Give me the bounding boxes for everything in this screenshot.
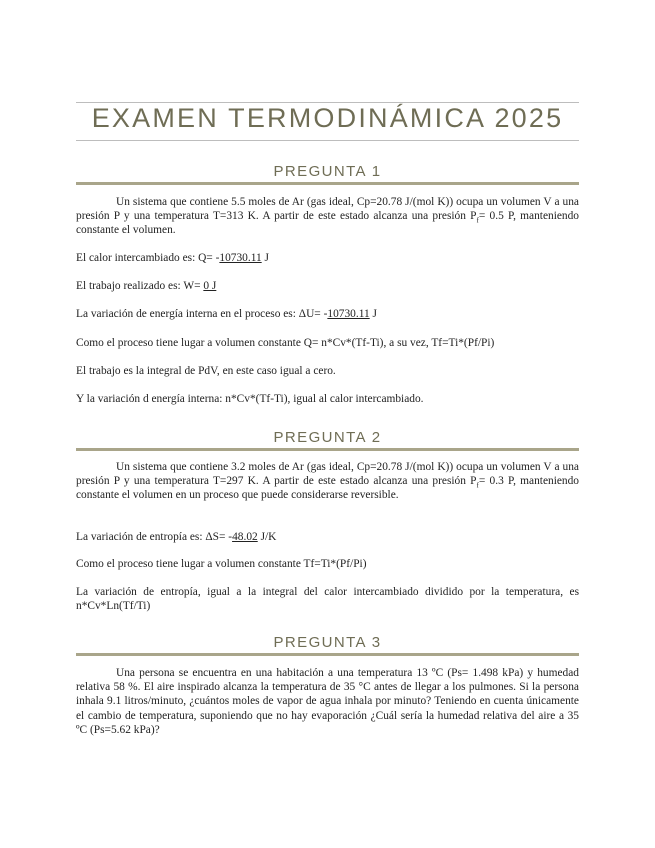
question-2-heading: PREGUNTA 2	[273, 429, 382, 446]
question-2-explanation-2: La variación de entropía, igual a la integral del calor intercambiado dividido por la temperatura, es n*Cv*Ln(Tf/Ti)	[76, 586, 579, 613]
question-1-heat-answer: El calor intercambiado es: Q= -10730.11 J	[76, 252, 269, 264]
question-1-statement: Un sistema que contiene 5.5 moles de Ar (gas ideal, Cp=20.78 J/(mol K)) ocupa un volumen V a una presión P y una temperatura T=313 K. A partir de este estado alcanza una presión $P_f= 0.5$ P, manteniendo constante el volumen.	[76, 196, 580, 237]
title-bottom-rule	[76, 140, 579, 141]
question-1-work-answer: El trabajo realizado es: W= 0 J	[76, 280, 217, 292]
heat-value: 10730.11	[219, 252, 262, 264]
question-1-explanation-2: El trabajo es la integral de PdV, en este caso igual a cero.	[76, 365, 336, 377]
work-value: 0 J	[203, 280, 217, 292]
question-3-rule	[76, 653, 579, 656]
question-1-rule	[76, 182, 579, 185]
entropy-value: 48.02	[232, 531, 258, 543]
question-1-explanation-3: Y la variación d energía interna: n*Cv*(Tf-Ti), igual al calor intercambiado.	[76, 393, 424, 405]
question-3-heading: PREGUNTA 3	[273, 634, 382, 651]
question-2-entropy-answer: La variación de entropía es: ΔS= -48.02 J/K	[76, 531, 277, 543]
question-1-energy-answer: La variación de energía interna en el proceso es: ΔU= -10730.11 J	[76, 308, 377, 320]
energy-value: 10730.11	[327, 308, 370, 320]
question-1-heading: PREGUNTA 1	[273, 163, 382, 180]
exam-title: EXAMEN TERMODINÁMICA 2025	[91, 103, 564, 133]
question-2-explanation-1: Como el proceso tiene lugar a volumen constante Tf=Ti*(Pf/Pi)	[76, 558, 367, 570]
question-2-statement: Un sistema que contiene 3.2 moles de Ar (gas ideal, Cp=20.78 J/(mol K)) ocupa un volumen V a una presión P y una temperatura T=297 K. A partir de este estado alcanza una presión $P_f= 0.3$ P, manteniendo constante el volumen en un proceso que puede considerarse reversible.	[76, 461, 580, 502]
question-1-explanation-1: Como el proceso tiene lugar a volumen constante Q= n*Cv*(Tf-Ti), a su vez, Tf=Ti*(Pf/Pi)	[76, 337, 495, 349]
question-2-rule	[76, 448, 579, 451]
question-3-statement: Una persona se encuentra en una habitación a una temperatura 13 ºC (Ps= 1.498 kPa) y humedad relativa 58 %. El aire inspirado alcanza la temperatura de 35 °C antes de llegar a los pulmones. Si la persona inhala 9.1 litros/minuto, ¿cuántos moles de vapor de agua inhala por minuto? Teniendo en cuenta únicamente el cambio de temperatura, suponiendo que no hay evaporación ¿Cuál sería la humedad relativa del aire a 35 ºC (Ps=5.62 kPa)?	[76, 667, 579, 736]
